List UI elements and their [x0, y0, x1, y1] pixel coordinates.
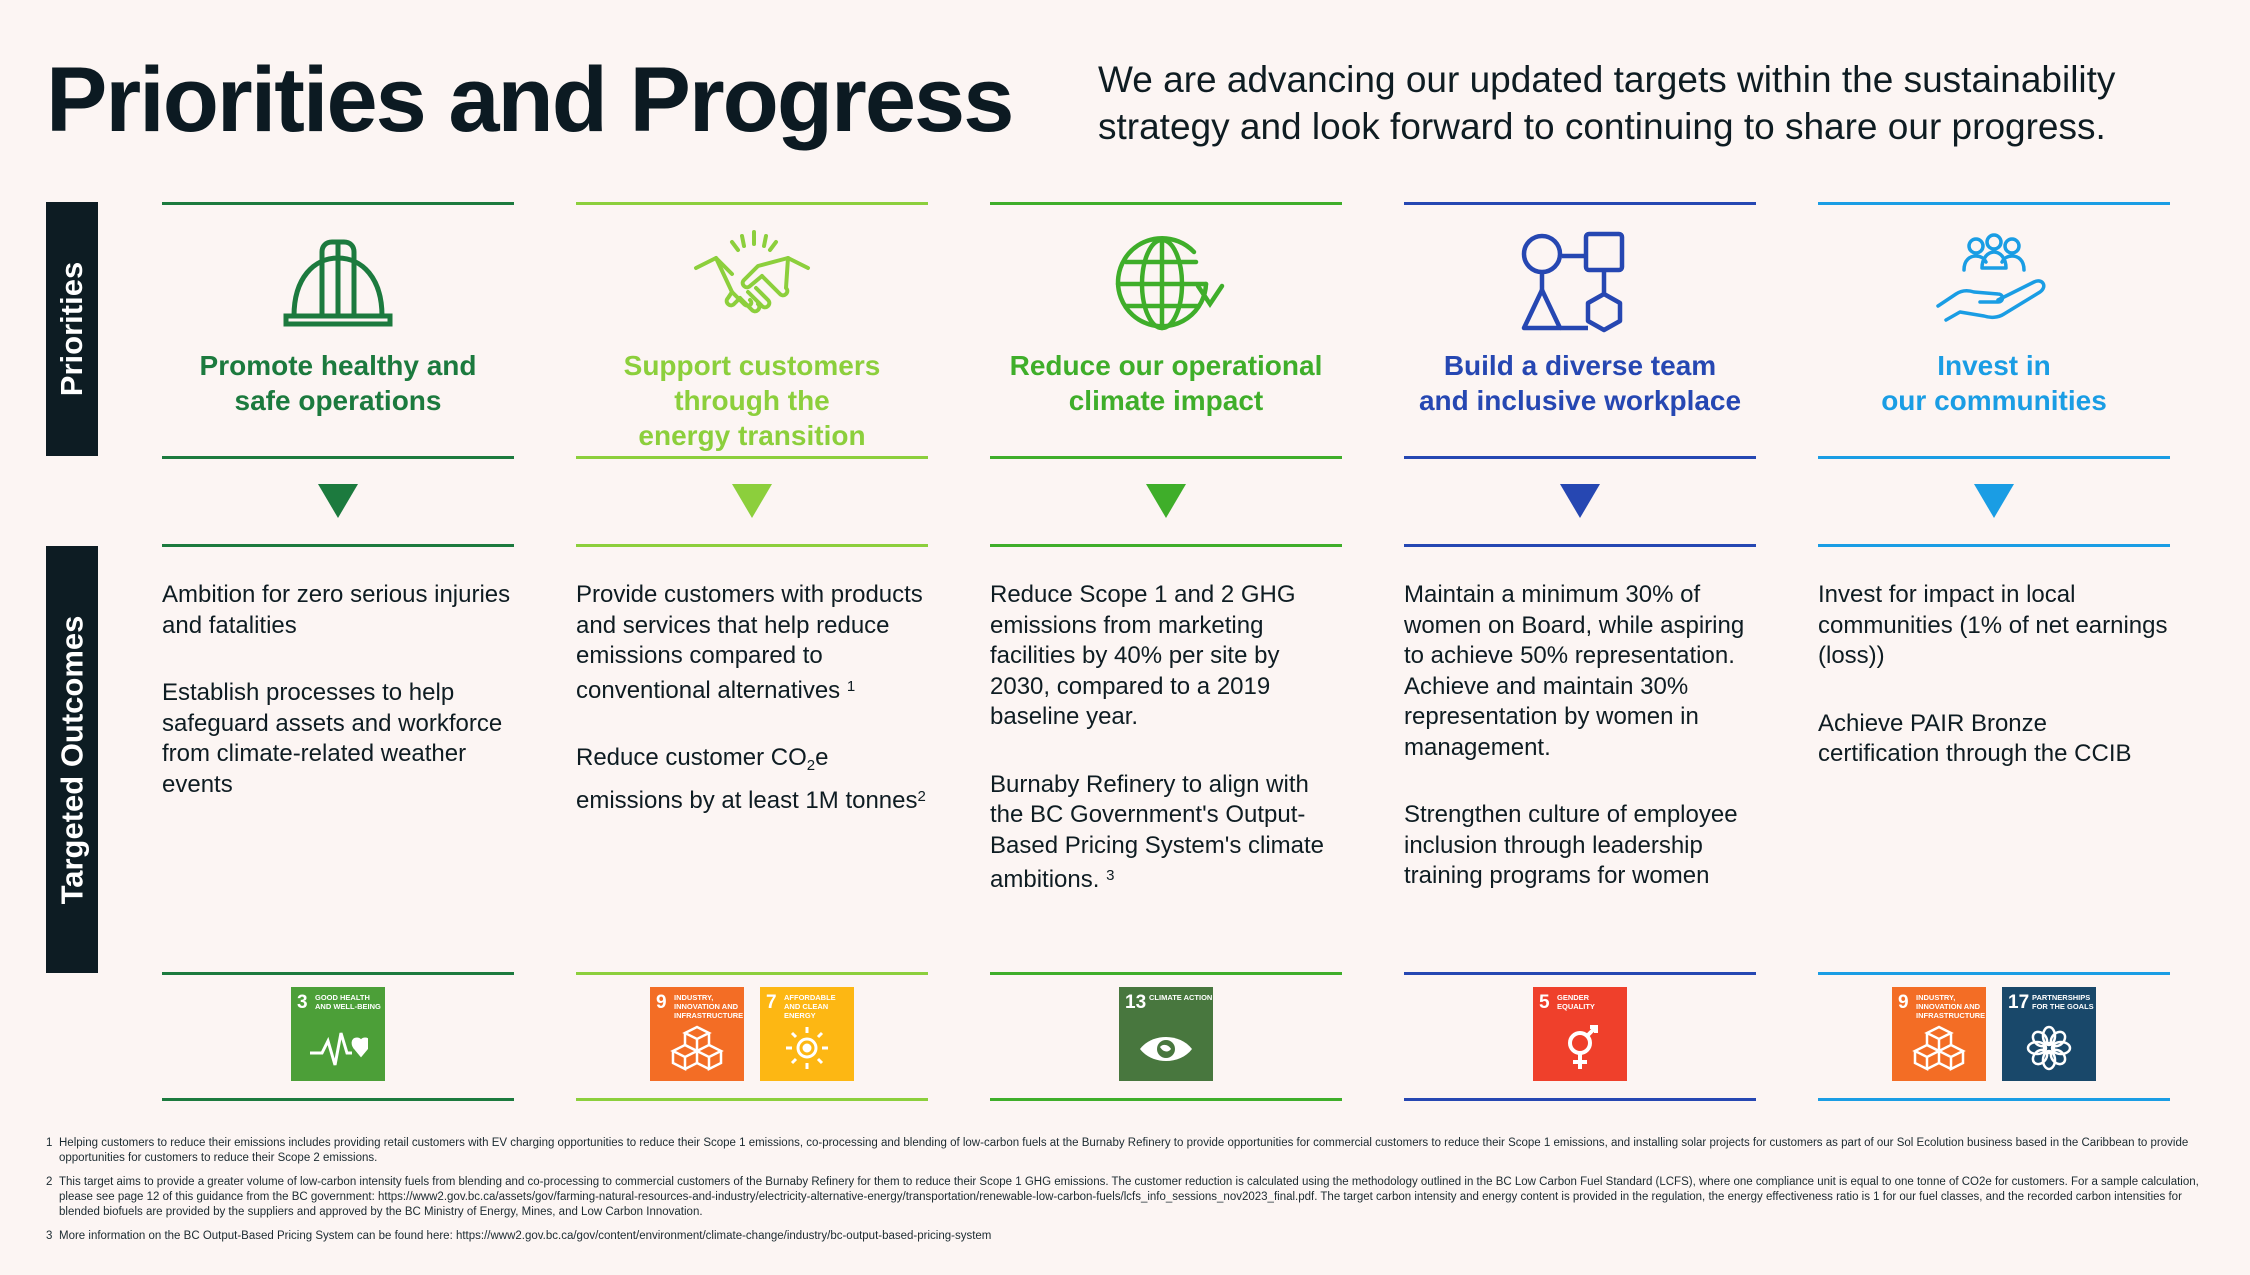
sdg-tiles	[1818, 987, 2170, 1081]
down-arrow-icon	[732, 484, 772, 518]
priorities-label: Priorities	[54, 261, 90, 397]
outcomes-sidebar-label	[46, 546, 98, 973]
sdg-7-tile: 7 AFFORDABLE AND CLEAN ENERGY	[760, 987, 854, 1081]
sun-icon	[777, 1023, 837, 1073]
sdg-9-tile: 9 INDUSTRY, INNOVATION AND INFRASTRUCTURE	[1892, 987, 1986, 1081]
outcome-text: Reduce Scope 1 and 2 GHG emissions from marketing facilities by 40% per site by 2030, compared to a 2019 baseline year.	[990, 581, 1296, 730]
sdg-tiles	[990, 987, 1342, 1081]
hard-hat-icon	[278, 228, 398, 338]
footnote: 2 This target aims to provide a greater volume of low-carbon intensity fuels from blending and co-processing to commercial customers of the Burnaby Refinery for them to reduce their Scope 1 GHG emissions. The customer reduction is calculated using the methodology outlined in the BC Low Carbon Fuel Standard (LCFS), where one compliance unit is equal to one tonne of CO2e for customers. For a sample calculation, please see page 12 of this guidance from the BC government: https://www2.gov.bc.ca/assets/gov/farming-natural-resources-and-industry/electricity-alternative-energy/transportation/renewable-low-carbon-fuels/lcfs_info_sessions_nov2023_final.pdf. The target carbon intensity and energy content is provided in the regulation, the energy effectiveness ratio is 1 for our fuel classes, and the recorded carbon intensities for blended biofuels are provided by the suppliers and approved by the BC Ministry of Energy, Mines, and Low Carbon Innovation.	[46, 1176, 2199, 1218]
outcome-text: Invest for impact in local communities (1% of net earnings (loss))	[1818, 581, 2168, 669]
priorities-sidebar-label	[46, 202, 98, 456]
targeted-outcomes	[990, 580, 1342, 933]
outcome-text: Burnaby Refinery to align with the BC Government's Output-Based Pricing System's climate ambitions. $^3$	[990, 770, 1325, 893]
cubes-icon	[1909, 1023, 1969, 1073]
priority-heading: Promote healthy and safe operations	[199, 350, 477, 416]
footnotes	[46, 1136, 2216, 1253]
intro-text: We are advancing our updated targets within the sustainability strategy and look forward to continuing to share our progress.	[1098, 59, 2116, 147]
priority-heading: Support customers through the energy transition	[623, 350, 881, 451]
down-arrow-icon	[1560, 484, 1600, 518]
outcome-text: Ambition for zero serious injuries and fatalities	[162, 581, 511, 639]
priority-column-communities	[1818, 202, 2170, 1101]
down-arrow-icon	[318, 484, 358, 518]
footnote: 1 Helping customers to reduce their emissions includes providing retail customers with EV charging opportunities to reduce their Scope 1 emissions, co-processing and blending of low-carbon fuels at the Burnaby Refinery to provide opportunities for commercial customers to reduce their Scope 1 emissions, and installing solar projects for customers as part of our Sol Ecolution business based in the Caribbean to provide opportunities for customers to reduce their Scope 2 emissions.	[46, 1137, 2189, 1164]
sdg-9-tile: 9 INDUSTRY, INNOVATION AND INFRASTRUCTURE	[650, 987, 744, 1081]
priority-column-diverse-team	[1404, 202, 1756, 1101]
priority-heading: Build a diverse team and inclusive workplace	[1418, 350, 1742, 416]
outcome-text: Provide customers with products and services that help reduce emissions compared to conventional alternatives $^1$	[576, 581, 923, 704]
page-title: Priorities and Progress	[46, 49, 1013, 151]
sdg-13-tile: 13 CLIMATE ACTION	[1119, 987, 1213, 1081]
priority-heading: Invest in our communities	[1881, 350, 2107, 416]
outcome-text: Maintain a minimum 30% of women on Board, while aspiring to achieve 50% representation. Achieve and maintain 30% representation by women in management.	[1404, 581, 1745, 761]
outcome-text: Strengthen culture of employee inclusion through leadership training programs for women	[1404, 801, 1738, 889]
priority-column-health-safety	[162, 202, 514, 1101]
outcome-text: Establish processes to help safeguard assets and workforce from climate-related weather events	[162, 679, 503, 798]
gender-icon	[1550, 1023, 1610, 1073]
eye-icon	[1136, 1023, 1196, 1073]
down-arrow-icon	[1974, 484, 2014, 518]
shapes-icon	[1520, 228, 1640, 338]
priority-heading: Reduce our operational climate impact	[1009, 350, 1323, 416]
globe-icon	[1106, 228, 1226, 338]
sdg-5-tile: 5 GENDER EQUALITY	[1533, 987, 1627, 1081]
targeted-outcomes	[1404, 580, 1756, 929]
cubes-icon	[667, 1023, 727, 1073]
heartbeat-icon	[308, 1023, 368, 1073]
sdg-tiles	[576, 987, 928, 1081]
sdg-tiles	[1404, 987, 1756, 1081]
targeted-outcomes	[1818, 580, 2170, 807]
priority-column-energy-transition	[576, 202, 928, 1101]
down-arrow-icon	[1146, 484, 1186, 518]
outcome-text: Achieve PAIR Bronze certification through the CCIB	[1818, 709, 2132, 767]
sdg-3-tile: 3 GOOD HEALTH AND WELL-BEING	[291, 987, 385, 1081]
targeted-outcomes	[162, 580, 514, 837]
priority-column-climate-impact	[990, 202, 1342, 1101]
flower-icon	[2019, 1023, 2079, 1073]
outcomes-label: Targeted Outcomes	[54, 615, 90, 904]
sdg-17-tile: 17 PARTNERSHIPS FOR THE GOALS	[2002, 987, 2096, 1081]
outcome-text: Reduce customer $CO_2e$ emissions by at least 1M tonnes$^2$	[576, 744, 926, 814]
handshake-icon	[692, 228, 812, 338]
targeted-outcomes	[576, 580, 928, 853]
footnote: 3 More information on the BC Output-Based Pricing System can be found here: https://www2.gov.bc.ca/gov/content/environment/climate-change/industry/bc-output-based-pricing-system	[46, 1230, 992, 1242]
sdg-tiles	[162, 987, 514, 1081]
people-hand-icon	[1934, 228, 2054, 338]
